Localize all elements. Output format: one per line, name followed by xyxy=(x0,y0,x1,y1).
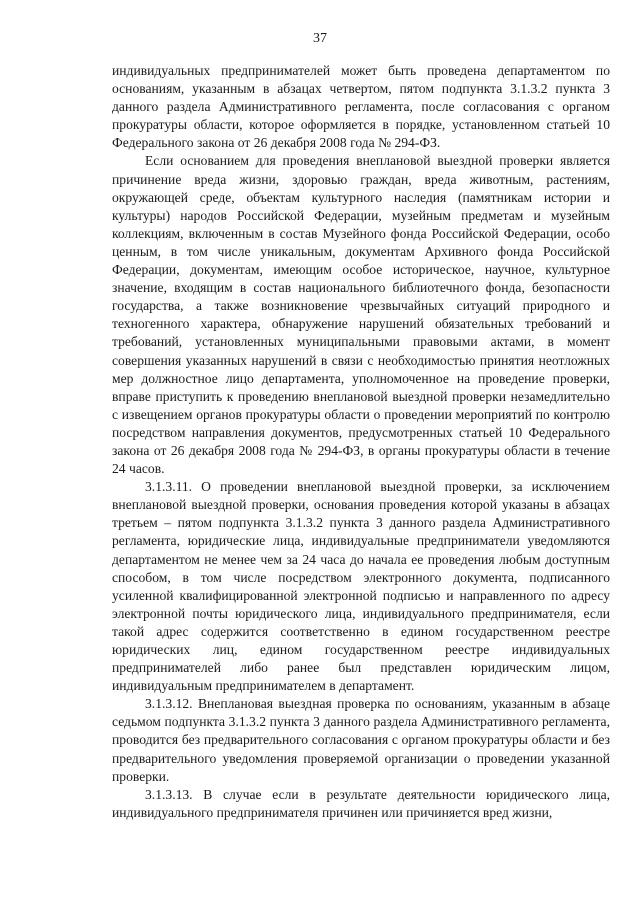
paragraph-unscheduled-inspection-grounds: Если основанием для проведения внеплановой выездной проверки является причинение вреда жизни, здоровью граждан, вреда животным, растениям, окружающей среде, объектам культурного наследия (памятникам истории и культуры) народов Российской Федерации, музейным предметам и музейным коллекциям, включенным в состав Музейного фонда Российской Федерации, особо ценным, в том числе уникальным, документам Архивного фонда Российской Федерации, документам, имеющим особое историческое, научное, культурное значение, входящим в состав национального библиотечного фонда, безопасности государства, а также возникновение чрезвычайных ситуаций природного и техногенного характера, обнаружение нарушений обязательных требований и требований, установленных муниципальными правовыми актами, в момент совершения указанных нарушений в связи с необходимостью принятия неотложных мер должностное лицо департамента, уполномоченное на проведение проверки, вправе приступить к проведению внеплановой выездной проверки незамедлительно с извещением органов прокуратуры области о проведении мероприятий по контролю посредством направления документов, предусмотренных статьей 10 Федерального закона от 26 декабря 2008 года № 294-ФЗ, в органы прокуратуры области в течение 24 часов. xyxy=(112,153,610,477)
paragraph-continuation: индивидуальных предпринимателей может быть проведена департаментом по основаниям, указанным в абзацах четвертом, пятом подпункта 3.1.3.2 пункта 3 данного раздела Административного регламента, после согласования с органом прокуратуры области, которое оформляется в порядке, установленном статьей 10 Федерального закона от 26 декабря 2008 года № 294-ФЗ. xyxy=(112,63,610,151)
paragraph-3-1-3-13: 3.1.3.13. В случае если в результате деятельности юридического лица, индивидуального предпринимателя причинен или причиняется вред жизни, xyxy=(112,786,610,820)
paragraph-3-1-3-11: 3.1.3.11. О проведении внеплановой выездной проверки, за исключением внеплановой выездной проверки, основания проведения которой указаны в абзацах третьем – пятом подпункта 3.1.3.2 пункта 3 данного раздела Административного регламента, юридические лица, индивидуальные предприниматели уведомляются департаментом не менее чем за 24 часа до начала ее проведения любым доступным способом, в том числе посредством электронного документа, подписанного усиленной квалифицированной электронной подписью и направленного по адресу электронной почты юридического лица, индивидуального предпринимателя, если такой адрес содержится соответственно в едином государственном реестре юридических лиц, едином государственном реестре индивидуальных предпринимателей либо ранее был представлен юридическим лицом, индивидуальным предпринимателем в департамент. xyxy=(112,479,610,694)
page-number: 37 xyxy=(313,31,327,46)
page-body xyxy=(112,62,610,822)
paragraph-3-1-3-12: 3.1.3.12. Внеплановая выездная проверка по основаниям, указанным в абзаце седьмом подпункта 3.1.3.2 пункта 3 данного раздела Административного регламента, проводится без предварительного согласования с органом прокуратуры области и без предварительного уведомления проверяемой организации о проведении указанной проверки. xyxy=(112,696,610,784)
